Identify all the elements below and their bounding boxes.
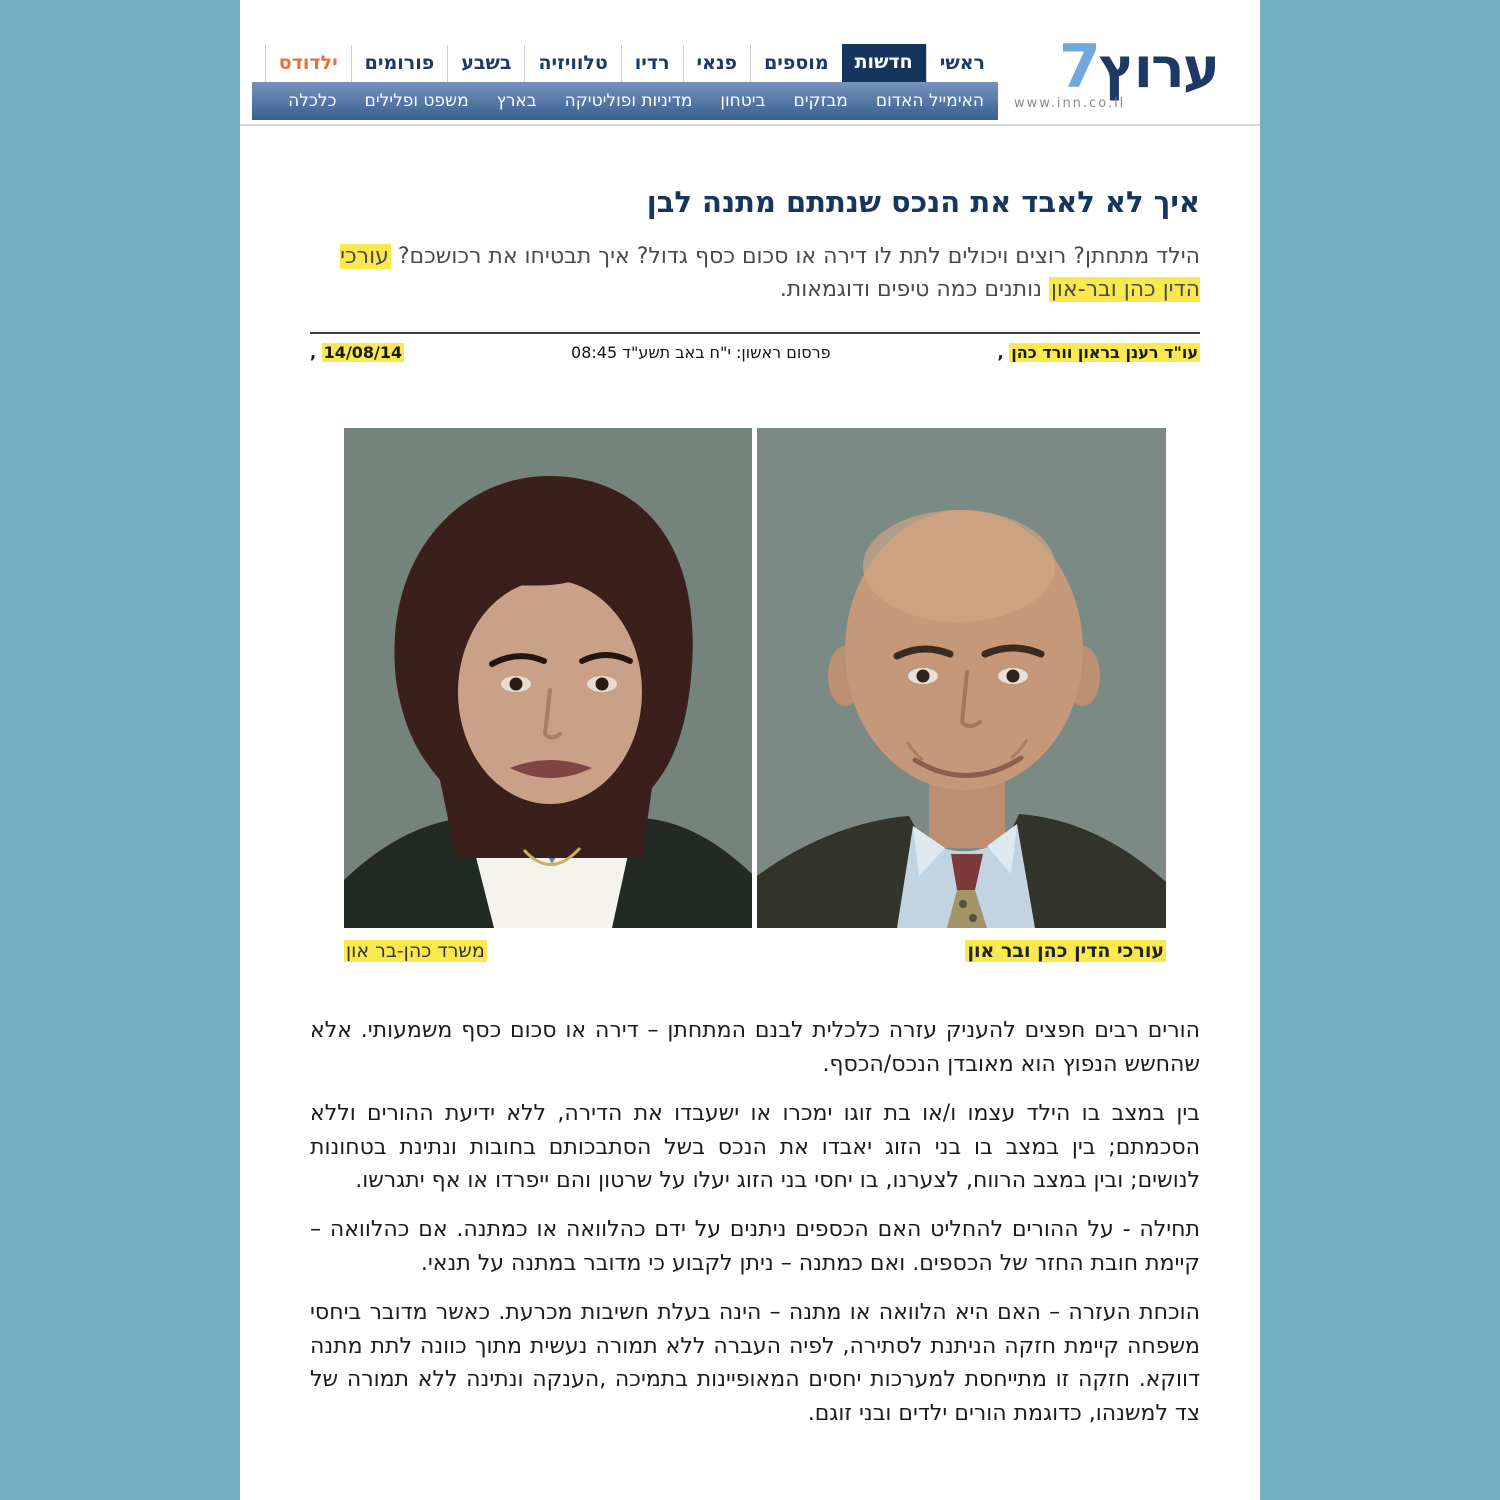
paragraph-1: הורים רבים חפצים להעניק עזרה כלכלית לבנם המתחתן – דירה או סכום כסף משמעותי. אלא שהחשש הנפוץ הוא מאובדן הנכס/הכסף. xyxy=(310,1018,1200,1077)
byline-date-comma: , xyxy=(310,343,322,363)
nav-item-forums[interactable]: פורומים xyxy=(351,45,448,82)
nav-item-besheva[interactable]: בשבע xyxy=(447,45,524,82)
article-title: איך לא לאבד את הנכס שנתתם מתנה לבן xyxy=(646,185,1200,219)
photo-caption-row xyxy=(344,940,1166,962)
subnav-security[interactable]: ביטחון xyxy=(720,91,766,111)
byline-divider xyxy=(310,332,1200,334)
byline-row xyxy=(310,343,1200,362)
byline-author-comma: , xyxy=(997,343,1010,363)
subtitle-text-post: נותנים כמה טיפים ודוגמאות. xyxy=(779,277,1049,303)
subtitle-highlight: עורכי הדין כהן ובר-און xyxy=(340,244,1200,303)
byline-published: פרסום ראשון: י"ח באב תשע"ד 08:45 xyxy=(571,343,831,363)
paragraph-4: הוכחת העזרה – האם היא הלוואה או מתנה – הינה בעלת חשיבות מכרעת. כאשר מדובר ביחסי משפחה קיימת חזקה הניתנת לסתירה, לפיה העברה ללא תמורה נעשית מתוך כוונה לתת מתנה דווקא. חזקה זו מתייחסת למערכות יחסים המאופיינות בתמיכה ,הענקה ונתינה ללא תמורה של צד למשנהו, כדוגמת הורים ילדים ובני זוגם. xyxy=(310,1300,1200,1426)
paragraph-2: בין במצב בו הילד עצמו ו/או בת זוגו ימכרו או ישעבדו את הדירה, ללא ידיעת ההורים וללא הסכמתם; בין במצב בו בני הזוג יאבדו את הנכס בשל הסתבכותם בחובות ונתינת בטחונות לנושים; ובין במצב הרווח, לצערנו, בו יחסי בני הזוג יעלו על שרטון והם ייפרדו או אף יתגרשו. xyxy=(310,1101,1200,1193)
nav-item-news-active[interactable]: חדשות xyxy=(842,44,926,83)
byline-author xyxy=(998,343,1200,362)
photo-credit xyxy=(344,940,487,962)
logo-url: www.inn.co.il xyxy=(1014,96,1126,111)
nav-column xyxy=(240,42,998,120)
logo-seven: 7 xyxy=(1058,32,1099,102)
photo-man xyxy=(757,428,1166,928)
nav-item-yaldudes[interactable]: ילדודס xyxy=(265,45,351,82)
subnav-red-email[interactable]: האימייל האדום xyxy=(875,91,984,111)
site-header xyxy=(240,0,1260,120)
logo-word: ערוץ xyxy=(1098,36,1218,101)
subnav-flashes[interactable]: מבזקים xyxy=(793,91,848,111)
subnav-law-crime[interactable]: משפט ופלילים xyxy=(364,91,469,111)
nav-item-tv[interactable]: טלוויזיה xyxy=(524,45,620,82)
article-photo xyxy=(344,428,1166,928)
article-subtitle xyxy=(310,240,1200,306)
nav-item-radio[interactable]: רדיו xyxy=(621,45,683,82)
subnav-economy[interactable]: כלכלה xyxy=(288,91,337,111)
subtitle-text-pre: הילד מתחתן? רוצים ויכולים לתת לו דירה או סכום כסף גדול? איך תבטיחו את רכושכם? xyxy=(390,244,1200,270)
page xyxy=(240,0,1260,1500)
logo-wordmark xyxy=(998,32,1246,102)
photo-caption xyxy=(965,940,1166,962)
header-divider xyxy=(240,124,1260,126)
primary-nav xyxy=(240,42,998,82)
byline-author-highlight: עו"ד רענן בראון וורד כהן xyxy=(1011,343,1198,363)
nav-item-supplements[interactable]: מוספים xyxy=(750,45,842,82)
photo-credit-highlight: משרד כהן-בר און xyxy=(346,940,485,963)
photo-caption-highlight: עורכי הדין כהן ובר און xyxy=(967,940,1164,963)
byline-date xyxy=(310,343,404,362)
subnav-domestic[interactable]: בארץ xyxy=(496,91,537,111)
nav-item-home[interactable]: ראשי xyxy=(926,45,998,82)
site-logo[interactable] xyxy=(998,32,1260,120)
byline-date-highlight: 14/08/14 xyxy=(323,343,403,363)
nav-item-leisure[interactable]: פנאי xyxy=(683,45,751,82)
paragraph-3: תחילה - על ההורים להחליט האם הכספים ניתנים על ידם כהלוואה או כמתנה. אם כהלוואה – קיימת חובת החזר של הכספים. ואם כמתנה – ניתן לקבוע כי מדובר במתנה על תנאי. xyxy=(310,1217,1200,1276)
secondary-nav xyxy=(252,82,998,120)
subnav-politics[interactable]: מדיניות ופוליטיקה xyxy=(564,91,693,111)
photo-woman xyxy=(344,428,752,928)
article xyxy=(240,184,1260,1430)
article-body xyxy=(310,1014,1200,1430)
